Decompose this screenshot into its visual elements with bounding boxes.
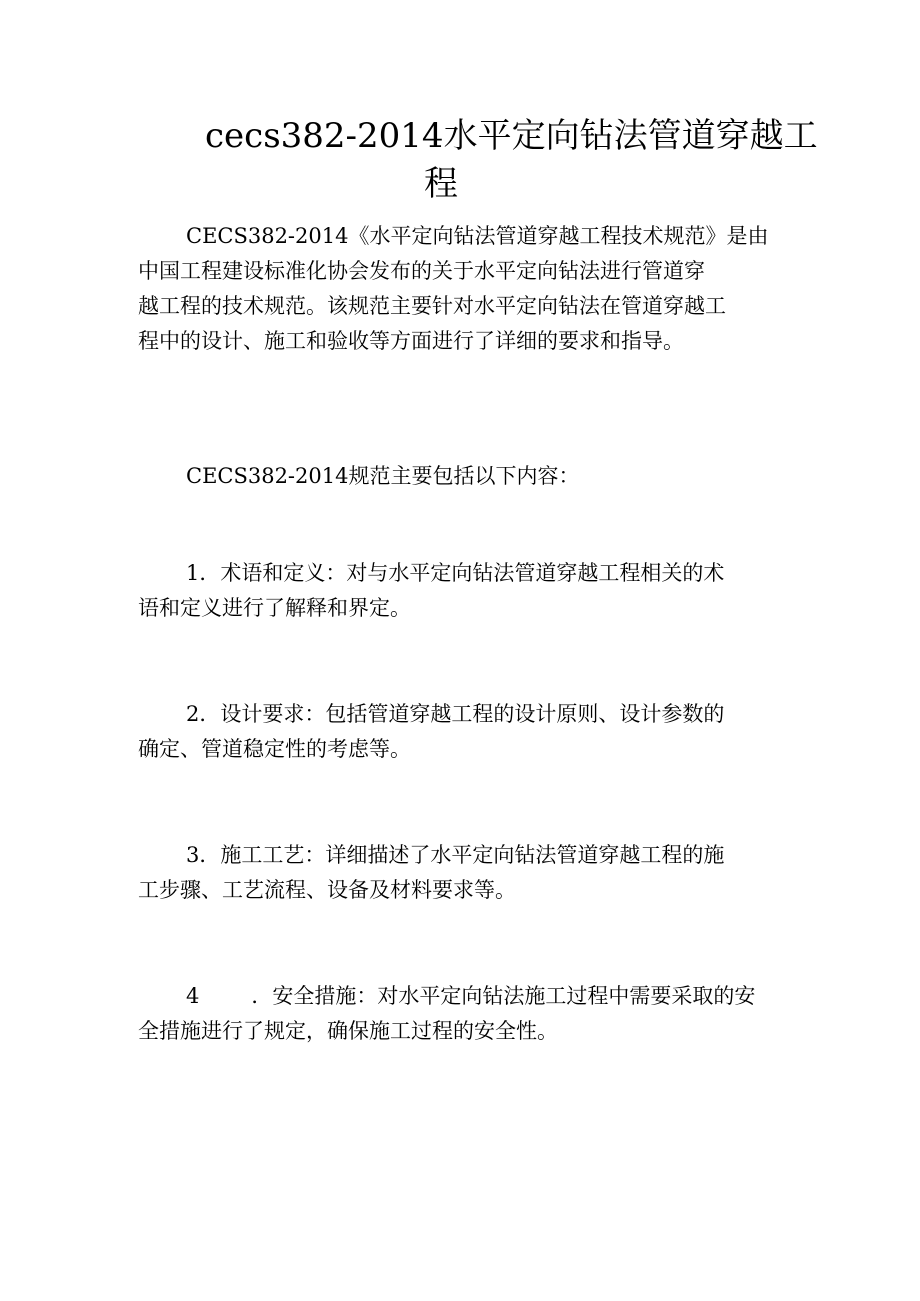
list-item-line: 全措施进行了规定，确保施工过程的安全性。 bbox=[138, 1019, 558, 1043]
paragraph-line: CECS382-2014规范主要包括以下内容： bbox=[186, 464, 580, 488]
list-item bbox=[138, 556, 786, 626]
document-title: cecs382-2014水平定向钻法管道穿越工 bbox=[205, 116, 818, 156]
list-item-line: 确定、管道稳定性的考虑等。 bbox=[138, 737, 411, 761]
list-item bbox=[138, 979, 786, 1049]
list-item bbox=[138, 838, 786, 908]
paragraph-line: 程中的设计、施工和验收等方面进行了详细的要求和指导。 bbox=[138, 329, 684, 353]
list-item-number: 4 bbox=[186, 984, 200, 1008]
contents-intro-paragraph bbox=[138, 459, 786, 494]
paragraph-line: CECS382-2014《水平定向钻法管道穿越工程技术规范》是由 bbox=[186, 224, 769, 248]
list-item-line bbox=[138, 979, 786, 1014]
list-item-line: 语和定义进行了解释和界定。 bbox=[138, 596, 411, 620]
intro-paragraph bbox=[138, 219, 786, 359]
list-item-line: 1．术语和定义：对与水平定向钻法管道穿越工程相关的术 bbox=[186, 561, 725, 585]
list-item-line: 工步骤、工艺流程、设备及材料要求等。 bbox=[138, 878, 516, 902]
paragraph-line: 越工程的技术规范。该规范主要针对水平定向钻法在管道穿越工 bbox=[138, 294, 726, 318]
list-item-text: ．安全措施：对水平定向钻法施工过程中需要采取的安 bbox=[251, 984, 756, 1008]
list-item-line: 2．设计要求：包括管道穿越工程的设计原则、设计参数的 bbox=[186, 702, 725, 726]
list-item bbox=[138, 697, 786, 767]
document-title-continued: 程 bbox=[424, 164, 458, 204]
list-item-line: 3．施工工艺：详细描述了水平定向钻法管道穿越工程的施 bbox=[186, 843, 725, 867]
paragraph-line: 中国工程建设标准化协会发布的关于水平定向钻法进行管道穿 bbox=[138, 259, 705, 283]
